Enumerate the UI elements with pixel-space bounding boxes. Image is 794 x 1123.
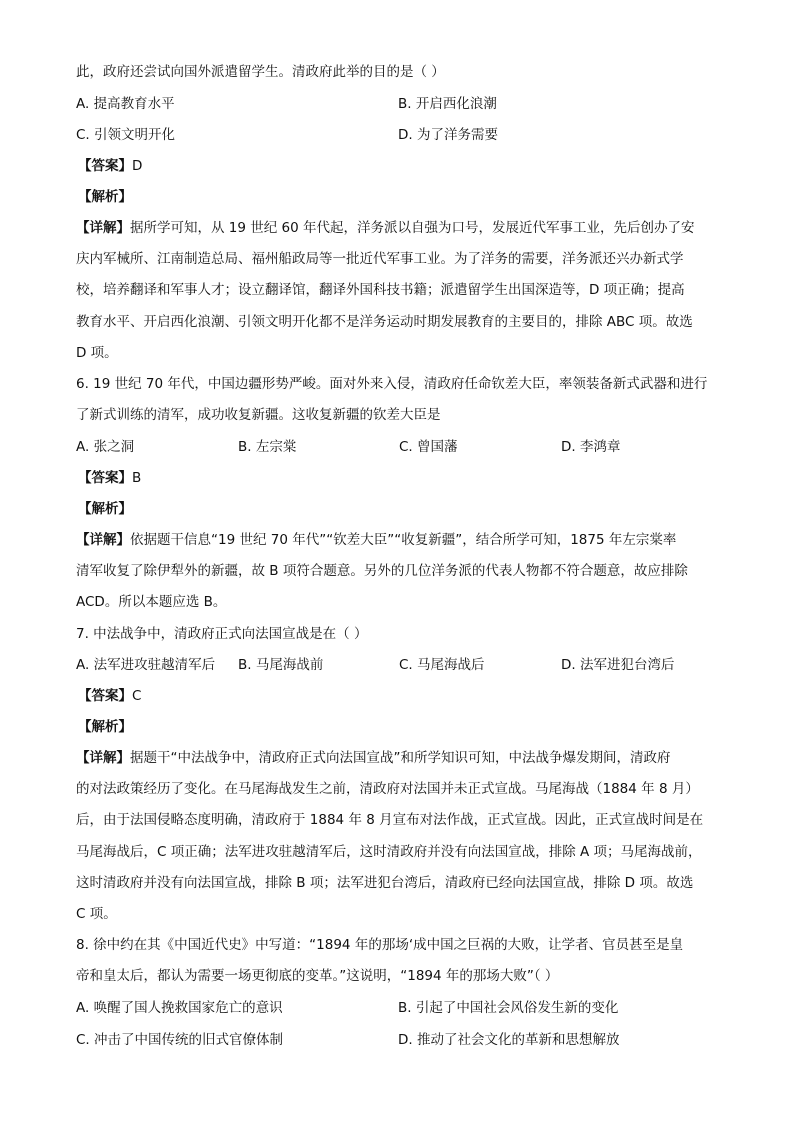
- detail-line: 校，培养翻译和军事人才；设立翻译馆，翻译外国科技书籍；派遣留学生出国深造等，D 项正确；提高: [76, 282, 685, 299]
- q5-detail: [76, 213, 720, 369]
- detail-tag: 【详解】: [76, 532, 130, 548]
- q7-option-b: B. 马尾海战前: [238, 657, 324, 673]
- q5-option-c: C. 引领文明开化: [76, 127, 176, 143]
- q7-option-d: D. 法军进犯台湾后: [561, 657, 675, 673]
- q8-option-a: A. 唤醒了国人挽救国家危亡的意识: [76, 1000, 283, 1016]
- answer-value: D: [132, 158, 143, 174]
- q7-option-a: A. 法军进攻驻越清军后: [76, 657, 216, 673]
- q8-option-d: D. 推动了社会文化的革新和思想解放: [398, 1032, 620, 1048]
- q5-option-d: D. 为了洋务需要: [398, 127, 498, 143]
- q6-stem: [76, 369, 720, 431]
- answer-tag: 【答案】: [78, 158, 132, 174]
- detail-line: 教育水平、开启西化浪潮、引领文明开化都不是洋务运动时期发展教育的主要目的，排除 ABC 项。故选: [76, 313, 693, 330]
- answer-tag: 【答案】: [78, 688, 132, 704]
- detail-line: 后，由于法国侵略态度明确，清政府于 1884 年 8 月宣布对法作战，正式宣战。因此，正式宣战时间是在: [76, 812, 704, 829]
- stem-line: 了新式训练的清军，成功收复新疆。这收复新疆的钦差大臣是: [76, 407, 441, 424]
- q5-option-b: B. 开启西化浪潮: [398, 96, 497, 112]
- stem-line: 帝和皇太后，都认为需要一场更彻底的变革。”这说明，“1894 年的那场大败”（ ）: [76, 968, 559, 985]
- q7-option-c: C. 马尾海战后: [399, 657, 485, 673]
- q6-option-c: C. 曾国藩: [399, 439, 458, 455]
- q5-stem: 此，政府还尝试向国外派遣留学生。清政府此举的目的是（ ）: [76, 64, 445, 80]
- q7-stem: 7. 中法战争中，清政府正式向法国宣战是在（ ）: [76, 626, 368, 642]
- detail-line: ACD。所以本题应选 B。: [76, 594, 227, 611]
- q6-detail: [76, 525, 720, 619]
- detail-line: 马尾海战后，C 项正确；法军进攻驻越清军后，这时清政府并没有向法国宣战，排除 A 项；马尾海战前，: [76, 843, 702, 860]
- detail-line: 依据题干信息“19 世纪 70 年代”“钦差大臣”“收复新疆”，结合所学可知，1875 年左宗棠率: [130, 532, 677, 548]
- stem-line: 8. 徐中约在其《中国近代史》中写道：“1894 年的那场‘成中国之巨祸的大败，让学者、官员甚至是皇: [76, 937, 684, 953]
- detail-tag: 【详解】: [76, 750, 130, 766]
- q6-analysis-tag: 【解析】: [78, 501, 132, 517]
- detail-line: 清军收复了除伊犁外的新疆，故 B 项符合题意。另外的几位洋务派的代表人物都不符合题意，故应排除: [76, 563, 688, 580]
- q6-option-a: A. 张之洞: [76, 439, 135, 455]
- detail-line: 的对法政策经历了变化。在马尾海战发生之前，清政府对法国并未正式宣战。马尾海战（1884 年 8 月）: [76, 781, 699, 798]
- detail-line: 庆内军械所、江南制造总局、福州船政局等一批近代军事工业。为了洋务的需要，洋务派还兴办新式学: [76, 251, 684, 268]
- answer-value: B: [132, 470, 142, 486]
- detail-line: 这时清政府并没有向法国宣战，排除 B 项；法军进犯台湾后，清政府已经向法国宣战，排除 D 项。故选: [76, 874, 694, 891]
- detail-line: D 项。: [76, 344, 118, 361]
- q6-option-b: B. 左宗棠: [238, 439, 297, 455]
- detail-tag: 【详解】: [76, 220, 130, 236]
- q8-option-c: C. 冲击了中国传统的旧式官僚体制: [76, 1032, 284, 1048]
- detail-line: 据题干“中法战争中，清政府正式向法国宣战”和所学知识可知，中法战争爆发期间，清政府: [130, 750, 671, 766]
- q6-answer: [78, 468, 141, 488]
- answer-value: C: [132, 688, 142, 704]
- q7-detail: [76, 743, 720, 930]
- detail-line: C 项。: [76, 906, 117, 923]
- q7-answer: [78, 686, 141, 706]
- detail-line: 据所学可知，从 19 世纪 60 年代起，洋务派以自强为口号，发展近代军事工业，先后创办了安: [130, 220, 695, 236]
- q8-stem: [76, 930, 720, 992]
- q5-answer: [78, 156, 142, 176]
- q6-option-d: D. 李鸿章: [561, 439, 621, 455]
- q5-option-a: A. 提高教育水平: [76, 96, 175, 112]
- q5-analysis-tag: 【解析】: [78, 189, 132, 205]
- q7-analysis-tag: 【解析】: [78, 719, 132, 735]
- stem-line: 6. 19 世纪 70 年代，中国边疆形势严峻。面对外来入侵，清政府任命钦差大臣，率领装备新式武器和进行: [76, 376, 708, 392]
- q8-option-b: B. 引起了中国社会风俗发生新的变化: [398, 1000, 619, 1016]
- answer-tag: 【答案】: [78, 470, 132, 486]
